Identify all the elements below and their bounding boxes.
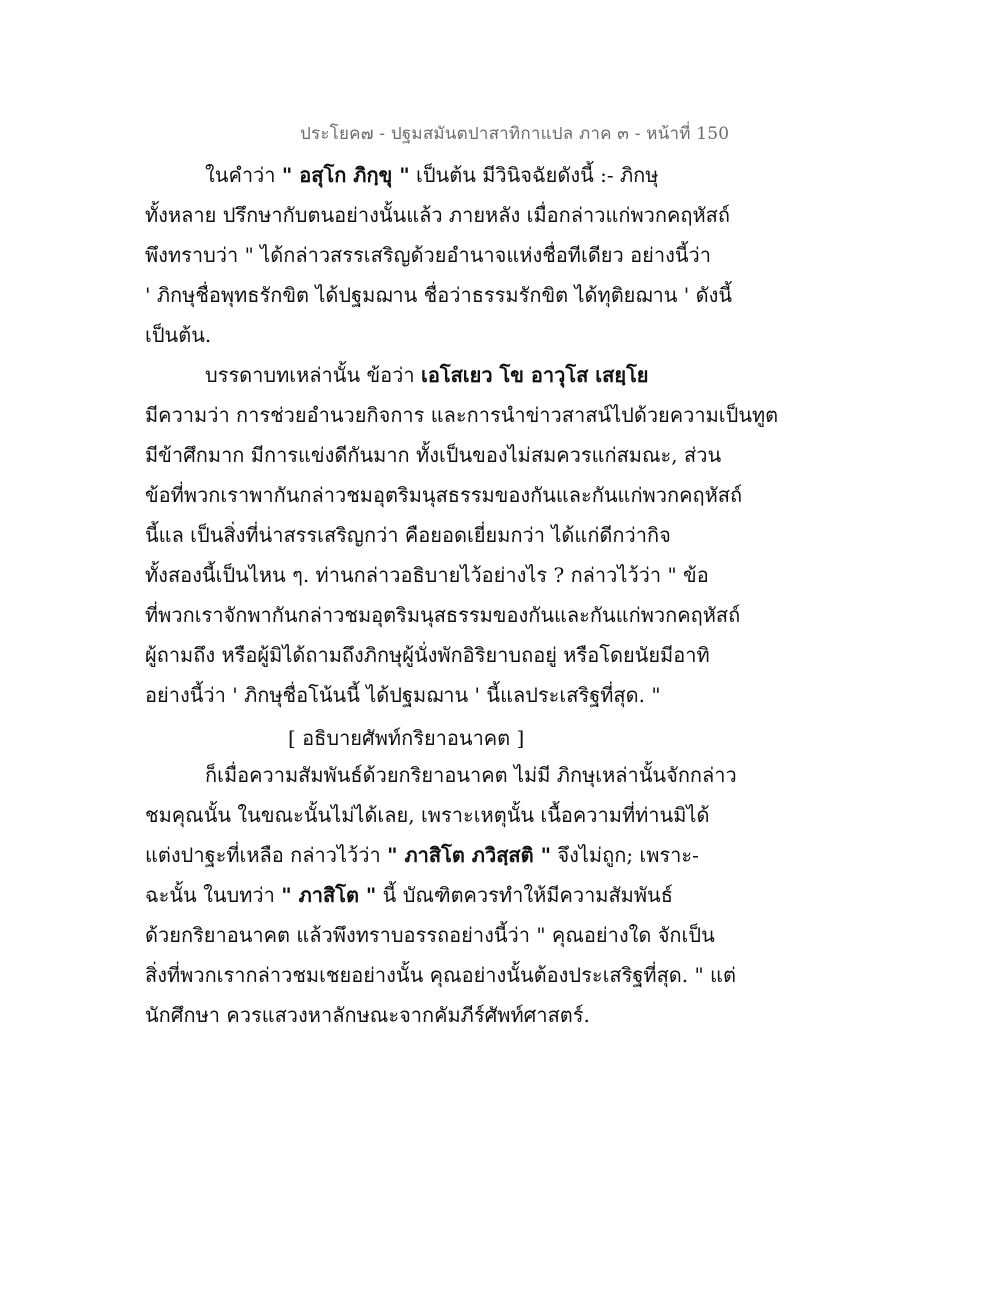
pali-term: " ภาสิโต " [281,883,377,907]
paragraph-3-line-5: ด้วยกริยาอนาคต แล้วพึงทราบอรรถอย่างนี้ว่า " คุณอย่างใด จักเป็น [145,923,715,947]
text-segment: ฉะนั้น ในบทว่า [145,883,282,907]
paragraph-2-line-2: มีความว่า การช่วยอำนวยกิจการ และการนำข่าวสาสน์ไปด้วยความเป็นทูต [145,403,779,427]
paragraph-3-line-7: นักศึกษา ควรแสวงหาลักษณะจากคัมภีร์ศัพท์ศาสตร์. [145,1003,590,1027]
paragraph-1-line-3: พึงทราบว่า " ได้กล่าวสรรเสริญด้วยอำนาจแห่งชื่อทีเดียว อย่างนี้ว่า [145,243,711,267]
paragraph-1-line-5: เป็นต้น. [145,323,212,347]
paragraph-2-line-9: อย่างนี้ว่า ' ภิกษุชื่อโน้นนี้ ได้ปฐมฌาน ' นี้แลประเสริฐที่สุด. " [145,683,661,707]
paragraph-3-line-2: ชมคุณนั้น ในขณะนั้นไม่ได้เลย, เพราะเหตุนั้น เนื้อความที่ท่านมิได้ [145,803,710,827]
paragraph-3-line-1: ก็เมื่อความสัมพันธ์ด้วยกริยาอนาคต ไม่มี ภิกษุเหล่านั้นจักกล่าว [205,763,737,787]
section-heading: [ อธิบายศัพท์กริยาอนาคต ] [288,726,525,750]
paragraph-2-line-6: ทั้งสองนี้เป็นไหน ๆ. ท่านกล่าวอธิบายไว้อย่างไร ? กล่าวไว้ว่า " ข้อ [145,563,709,587]
paragraph-2-line-8: ผู้ถามถึง หรือผู้มิได้ถามถึงภิกษุผู้นั่งพักอิริยาบถอยู่ หรือโดยนัยมีอาทิ [145,643,710,667]
paragraph-3-line-6: สิ่งที่พวกเรากล่าวชมเชยอย่างนั้น คุณอย่างนั้นต้องประเสริฐที่สุด. " แต่ [145,963,736,987]
paragraph-2-line-5: นี้แล เป็นสิ่งที่น่าสรรเสริญกว่า คือยอดเยี่ยมกว่า ได้แก่ดีกว่ากิจ [145,523,671,547]
running-header: ประโยค๗ - ปฐมสมันตปาสาทิกาแปล ภาค ๓ - หน้าที่ 150 [300,124,730,144]
text-segment: จึงไม่ถูก; เพราะ- [551,843,699,867]
paragraph-2-line-7: ที่พวกเราจักพากันกล่าวชมอุตริมนุสธรรมของกันและกันแก่พวกคฤหัสถ์ [145,603,741,627]
pali-term: " อสุโก ภิกฺขุ " [281,163,410,187]
paragraph-1-line-4: ' ภิกษุชื่อพุทธรักขิต ได้ปฐมฌาน ชื่อว่าธรรมรักขิต ได้ทุติยฌาน ' ดังนี้ [145,283,733,307]
text-segment: นี้ บัณฑิตควรทำให้มีความสัมพันธ์ [376,883,673,907]
text-segment: เป็นต้น มีวินิจฉัยดังนี้ :- ภิกษุ [409,163,659,187]
text-segment: ในคำว่า [205,163,282,187]
paragraph-3-line-3 [145,845,699,865]
paragraph-1-line-2: ทั้งหลาย ปรึกษากับตนอย่างนั้นแล้ว ภายหลัง เมื่อกล่าวแก่พวกคฤหัสถ์ [145,203,730,227]
paragraph-2-line-4: ข้อที่พวกเราพากันกล่าวชมอุตริมนุสธรรมของกันและกันแก่พวกคฤหัสถ์ [145,483,743,507]
paragraph-1-line-1 [205,165,658,185]
paragraph-2-line-1 [205,365,649,385]
pali-term: เอโสเยว โข อาวุโส เสยฺโย [421,363,649,387]
paragraph-3-line-4 [145,885,673,905]
paragraph-2-line-3: มีข้าศึกมาก มีการแข่งดีกันมาก ทั้งเป็นของไม่สมควรแก่สมณะ, ส่วน [145,443,722,467]
text-segment: บรรดาบทเหล่านั้น ข้อว่า [205,363,421,387]
pali-term: " ภาสิโต ภวิสฺสติ " [387,843,552,867]
text-segment: แต่งปาฐะที่เหลือ กล่าวไว้ว่า [145,843,388,867]
